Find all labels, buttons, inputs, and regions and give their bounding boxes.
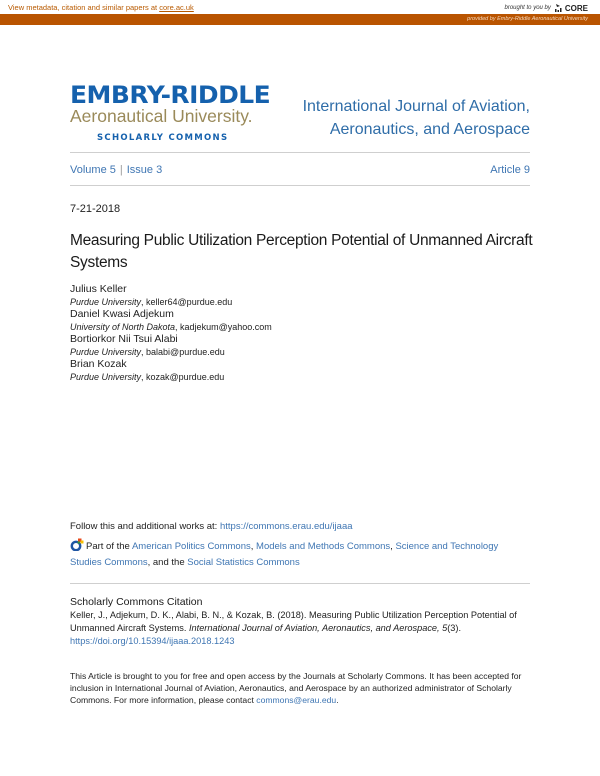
affiliation-name: Purdue University [70, 346, 142, 357]
core-provider-bar [0, 14, 600, 25]
author-email: , balabi@purdue.edu [141, 346, 225, 357]
divider-bottom [70, 185, 530, 186]
science-technology-studies-commons-link[interactable]: Science and Technology Studies Commons [70, 541, 499, 568]
affiliation-name: Purdue University [70, 296, 142, 307]
journal-name-line2: Aeronautics, and Aerospace [329, 121, 530, 138]
core-metadata-label: View metadata, citation and similar papers at [8, 3, 160, 12]
provided-by-text: provided by Embry-Riddle Aeronautical University [467, 16, 588, 22]
brought-by-label: brought to you by [504, 5, 551, 11]
author-affiliation [70, 346, 272, 359]
citation-reference: Keller, J., Adjekum, D. K., Alabi, B. N., & Kozak, B. (2018). Measuring Public Utilization Perception Potential of Unmanned Aircraft Systems. [70, 610, 517, 633]
contact-email-link[interactable]: commons@erau.edu [256, 695, 337, 705]
logo-scholarly-commons: SCHOLARLY COMMONS [97, 133, 229, 143]
core-logo[interactable] [554, 3, 588, 13]
journal-url-link[interactable]: https://commons.erau.edu/ijaaa [219, 521, 353, 532]
core-metadata-text [8, 3, 194, 12]
models-methods-commons-link[interactable]: Models and Methods Commons [256, 541, 391, 552]
separator: , [390, 541, 396, 552]
brought-by [505, 3, 589, 13]
article-number: Article 9 [490, 164, 530, 176]
citation-journal: International Journal of Aviation, Aeronautics, and Aerospace, 5 [188, 623, 448, 633]
part-of-commons [70, 538, 530, 571]
affiliation-name: University of North Dakota [70, 321, 176, 332]
follow-works [70, 521, 353, 532]
separator: , [250, 541, 257, 552]
author-affiliation [70, 296, 272, 309]
part-of-label: Part of the [86, 541, 132, 552]
access-notice [70, 670, 535, 706]
author-email: , kozak@purdue.edu [141, 371, 225, 382]
author-affiliation [70, 321, 272, 334]
publication-date: 7-21-2018 [70, 203, 121, 215]
core-logo-text: CORE [564, 3, 588, 13]
citation-text [70, 609, 535, 648]
affiliation-name: Purdue University [70, 371, 142, 382]
american-politics-commons-link[interactable]: American Politics Commons [131, 541, 251, 552]
author-email: , keller64@purdue.edu [141, 296, 233, 307]
divider-top [70, 152, 530, 153]
citation-issue: (3). [447, 623, 462, 633]
journal-name-line1: International Journal of Aviation, [302, 98, 530, 115]
journal-name[interactable] [303, 95, 530, 141]
author-affiliation [70, 371, 272, 384]
volume-issue [70, 164, 162, 176]
logo-embry-riddle: EMBRY-RIDDLE [70, 81, 271, 109]
core-banner [0, 0, 600, 14]
author-name: Julius Keller [70, 283, 127, 295]
author-name: Bortiorkor Nii Tsui Alabi [70, 333, 178, 345]
core-link[interactable]: core.ac.uk [159, 3, 194, 12]
social-statistics-commons-link[interactable]: Social Statistics Commons [187, 557, 300, 568]
article-title: Measuring Public Utilization Perception Potential of Unmanned Aircraft Systems [70, 232, 533, 271]
author-name: Daniel Kwasi Adjekum [70, 308, 174, 320]
author-email: , kadjekum@yahoo.com [175, 321, 272, 332]
volume-link[interactable]: Volume 5 [70, 164, 116, 176]
separator: , and the [147, 557, 188, 568]
core-logo-icon [554, 3, 563, 13]
author-list [70, 283, 272, 383]
access-notice-end: . [336, 695, 339, 705]
logo-aeronautical-university: Aeronautical University. [70, 106, 253, 126]
author-name: Brian Kozak [70, 358, 127, 370]
volume-issue-separator: | [119, 164, 123, 176]
erau-logo [70, 81, 285, 143]
divider-citation [70, 583, 530, 584]
access-notice-text: This Article is brought to you for free and open access by the Journals at Scholarly Commons. It has been accepted for inclusion in International Journal of Aviation, Aeronautics, and Aerospace by an authorized administrator of Scholarly Commons. For more information, please contact [70, 671, 522, 705]
issue-link[interactable]: Issue 3 [126, 164, 163, 176]
citation-heading: Scholarly Commons Citation [70, 596, 203, 608]
follow-label: Follow this and additional works at: [70, 521, 220, 532]
doi-link[interactable]: https://doi.org/10.15394/ijaaa.2018.1243 [70, 636, 235, 646]
network-icon [70, 538, 84, 551]
